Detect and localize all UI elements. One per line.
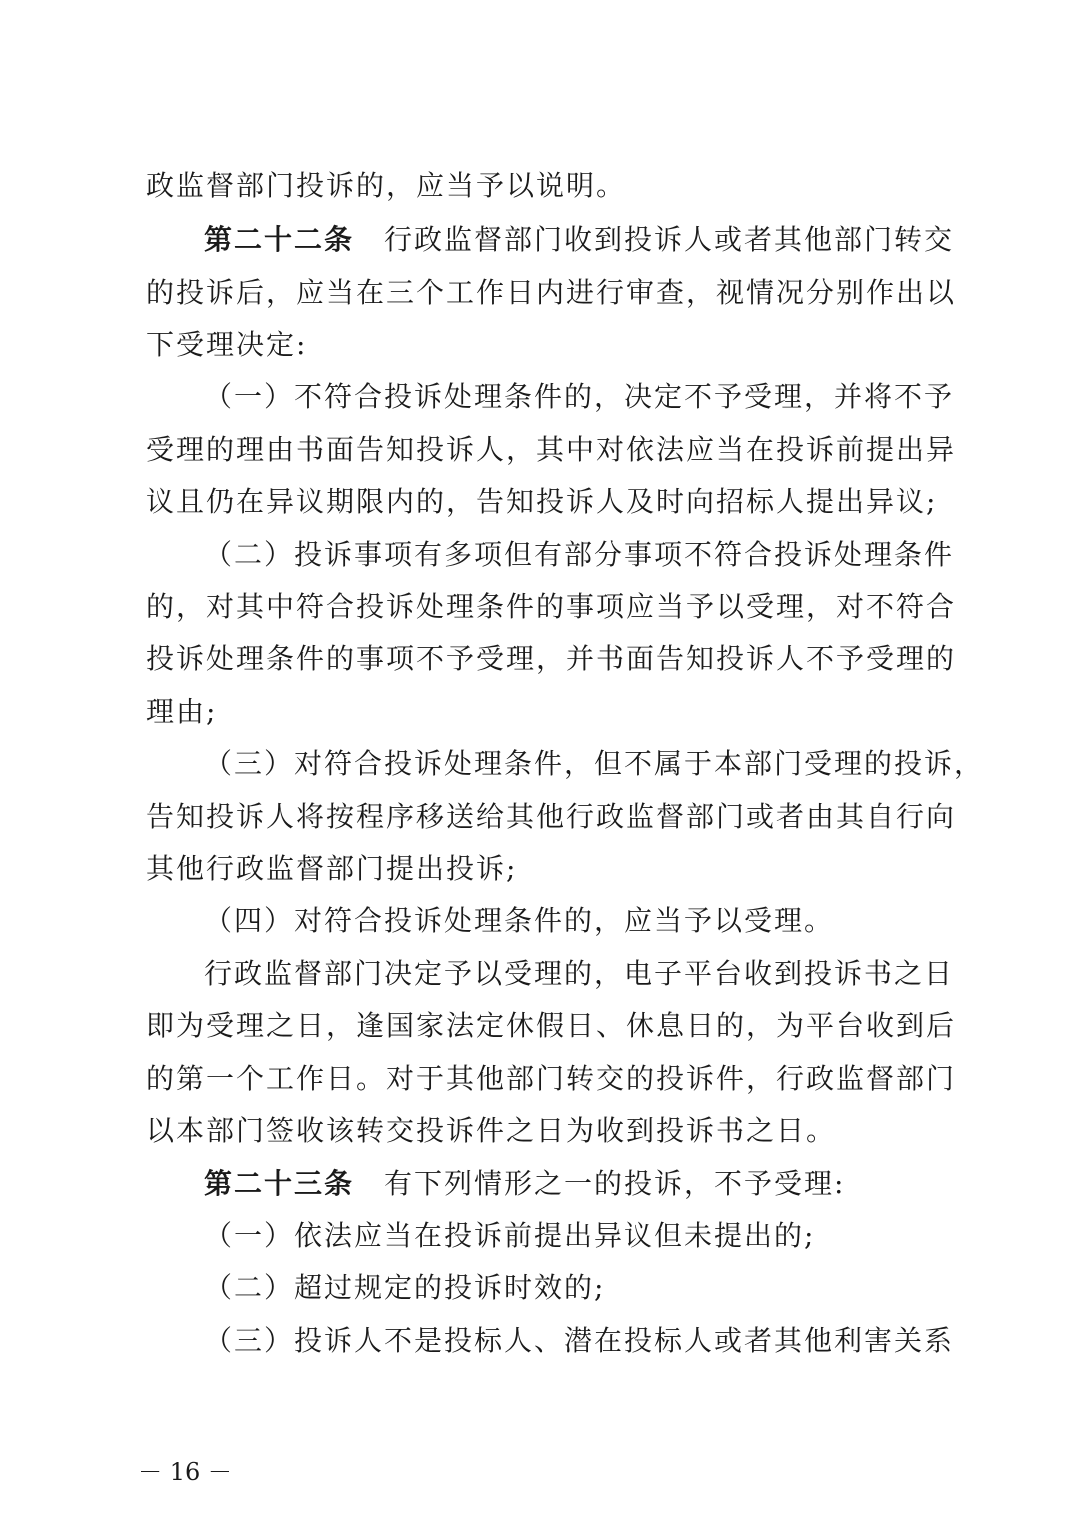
line-text: 以本部门签收该转交投诉件之日为收到投诉书之日。 [146, 1114, 837, 1147]
line-text: 即为受理之日，逢国家法定休假日、休息日的，为平台收到后 [146, 1009, 957, 1042]
text-line [146, 477, 936, 527]
line-text: 政监督部门投诉的，应当予以说明。 [146, 169, 627, 202]
text-line [146, 1054, 957, 1104]
text-line [146, 582, 957, 632]
line-text: （四）对符合投诉处理条件的，应当予以受理。 [204, 904, 835, 937]
line-text: （二）投诉事项有多项但有部分事项不符合投诉处理条件 [204, 538, 955, 571]
text-line [146, 161, 936, 211]
text-line [204, 1263, 936, 1313]
line-text: 行政监督部门决定予以受理的，电子平台收到投诉书之日 [204, 957, 955, 990]
text-line [146, 792, 957, 842]
text-line [146, 1001, 957, 1051]
text-line [146, 844, 936, 894]
line-text: 的第一个工作日。对于其他部门转交的投诉件，行政监督部门 [146, 1062, 957, 1095]
text-line [204, 1211, 936, 1261]
text-line [204, 215, 955, 265]
line-text: 有下列情形之一的投诉，不予受理: [384, 1167, 846, 1200]
text-line [204, 896, 936, 946]
text-line [204, 530, 955, 580]
text-line [146, 320, 936, 370]
line-text: 投诉处理条件的事项不予受理，并书面告知投诉人不予受理的 [146, 642, 957, 675]
text-line [204, 1159, 936, 1209]
page-number: － 16 － [138, 1458, 232, 1486]
text-line [146, 268, 957, 318]
line-text: 下受理决定: [146, 328, 308, 361]
line-text: 理由; [146, 695, 218, 728]
line-text: 受理的理由书面告知投诉人，其中对依法应当在投诉前提出异 [146, 433, 957, 466]
line-text: 的，对其中符合投诉处理条件的事项应当予以受理，对不符合 [146, 590, 957, 623]
text-line [146, 1106, 936, 1156]
article-heading: 第二十三条 [204, 1167, 355, 1200]
line-text: 的投诉后，应当在三个工作日内进行审查，视情况分别作出以 [146, 276, 957, 309]
line-text: （三）投诉人不是投标人、潜在投标人或者其他利害关系 [204, 1324, 955, 1357]
line-text: 其他行政监督部门提出投诉; [146, 852, 518, 885]
text-line [204, 949, 955, 999]
article-heading: 第二十二条 [204, 223, 355, 256]
line-text: （三）对符合投诉处理条件，但不属于本部门受理的投诉， [204, 747, 985, 780]
text-line [204, 372, 955, 422]
text-line [146, 634, 957, 684]
line-text: （一）依法应当在投诉前提出异议但未提出的; [204, 1219, 816, 1252]
text-line [146, 687, 936, 737]
line-text: 议且仍在异议期限内的，告知投诉人及时向招标人提出异议; [146, 485, 938, 518]
line-text: 告知投诉人将按程序移送给其他行政监督部门或者由其自行向 [146, 800, 957, 833]
line-text: 行政监督部门收到投诉人或者其他部门转交 [384, 223, 955, 256]
line-text: （一）不符合投诉处理条件的，决定不予受理，并将不予 [204, 380, 955, 413]
line-text: （二）超过规定的投诉时效的; [204, 1271, 606, 1304]
text-line [146, 425, 957, 475]
text-line [204, 739, 985, 789]
text-line [204, 1316, 955, 1366]
